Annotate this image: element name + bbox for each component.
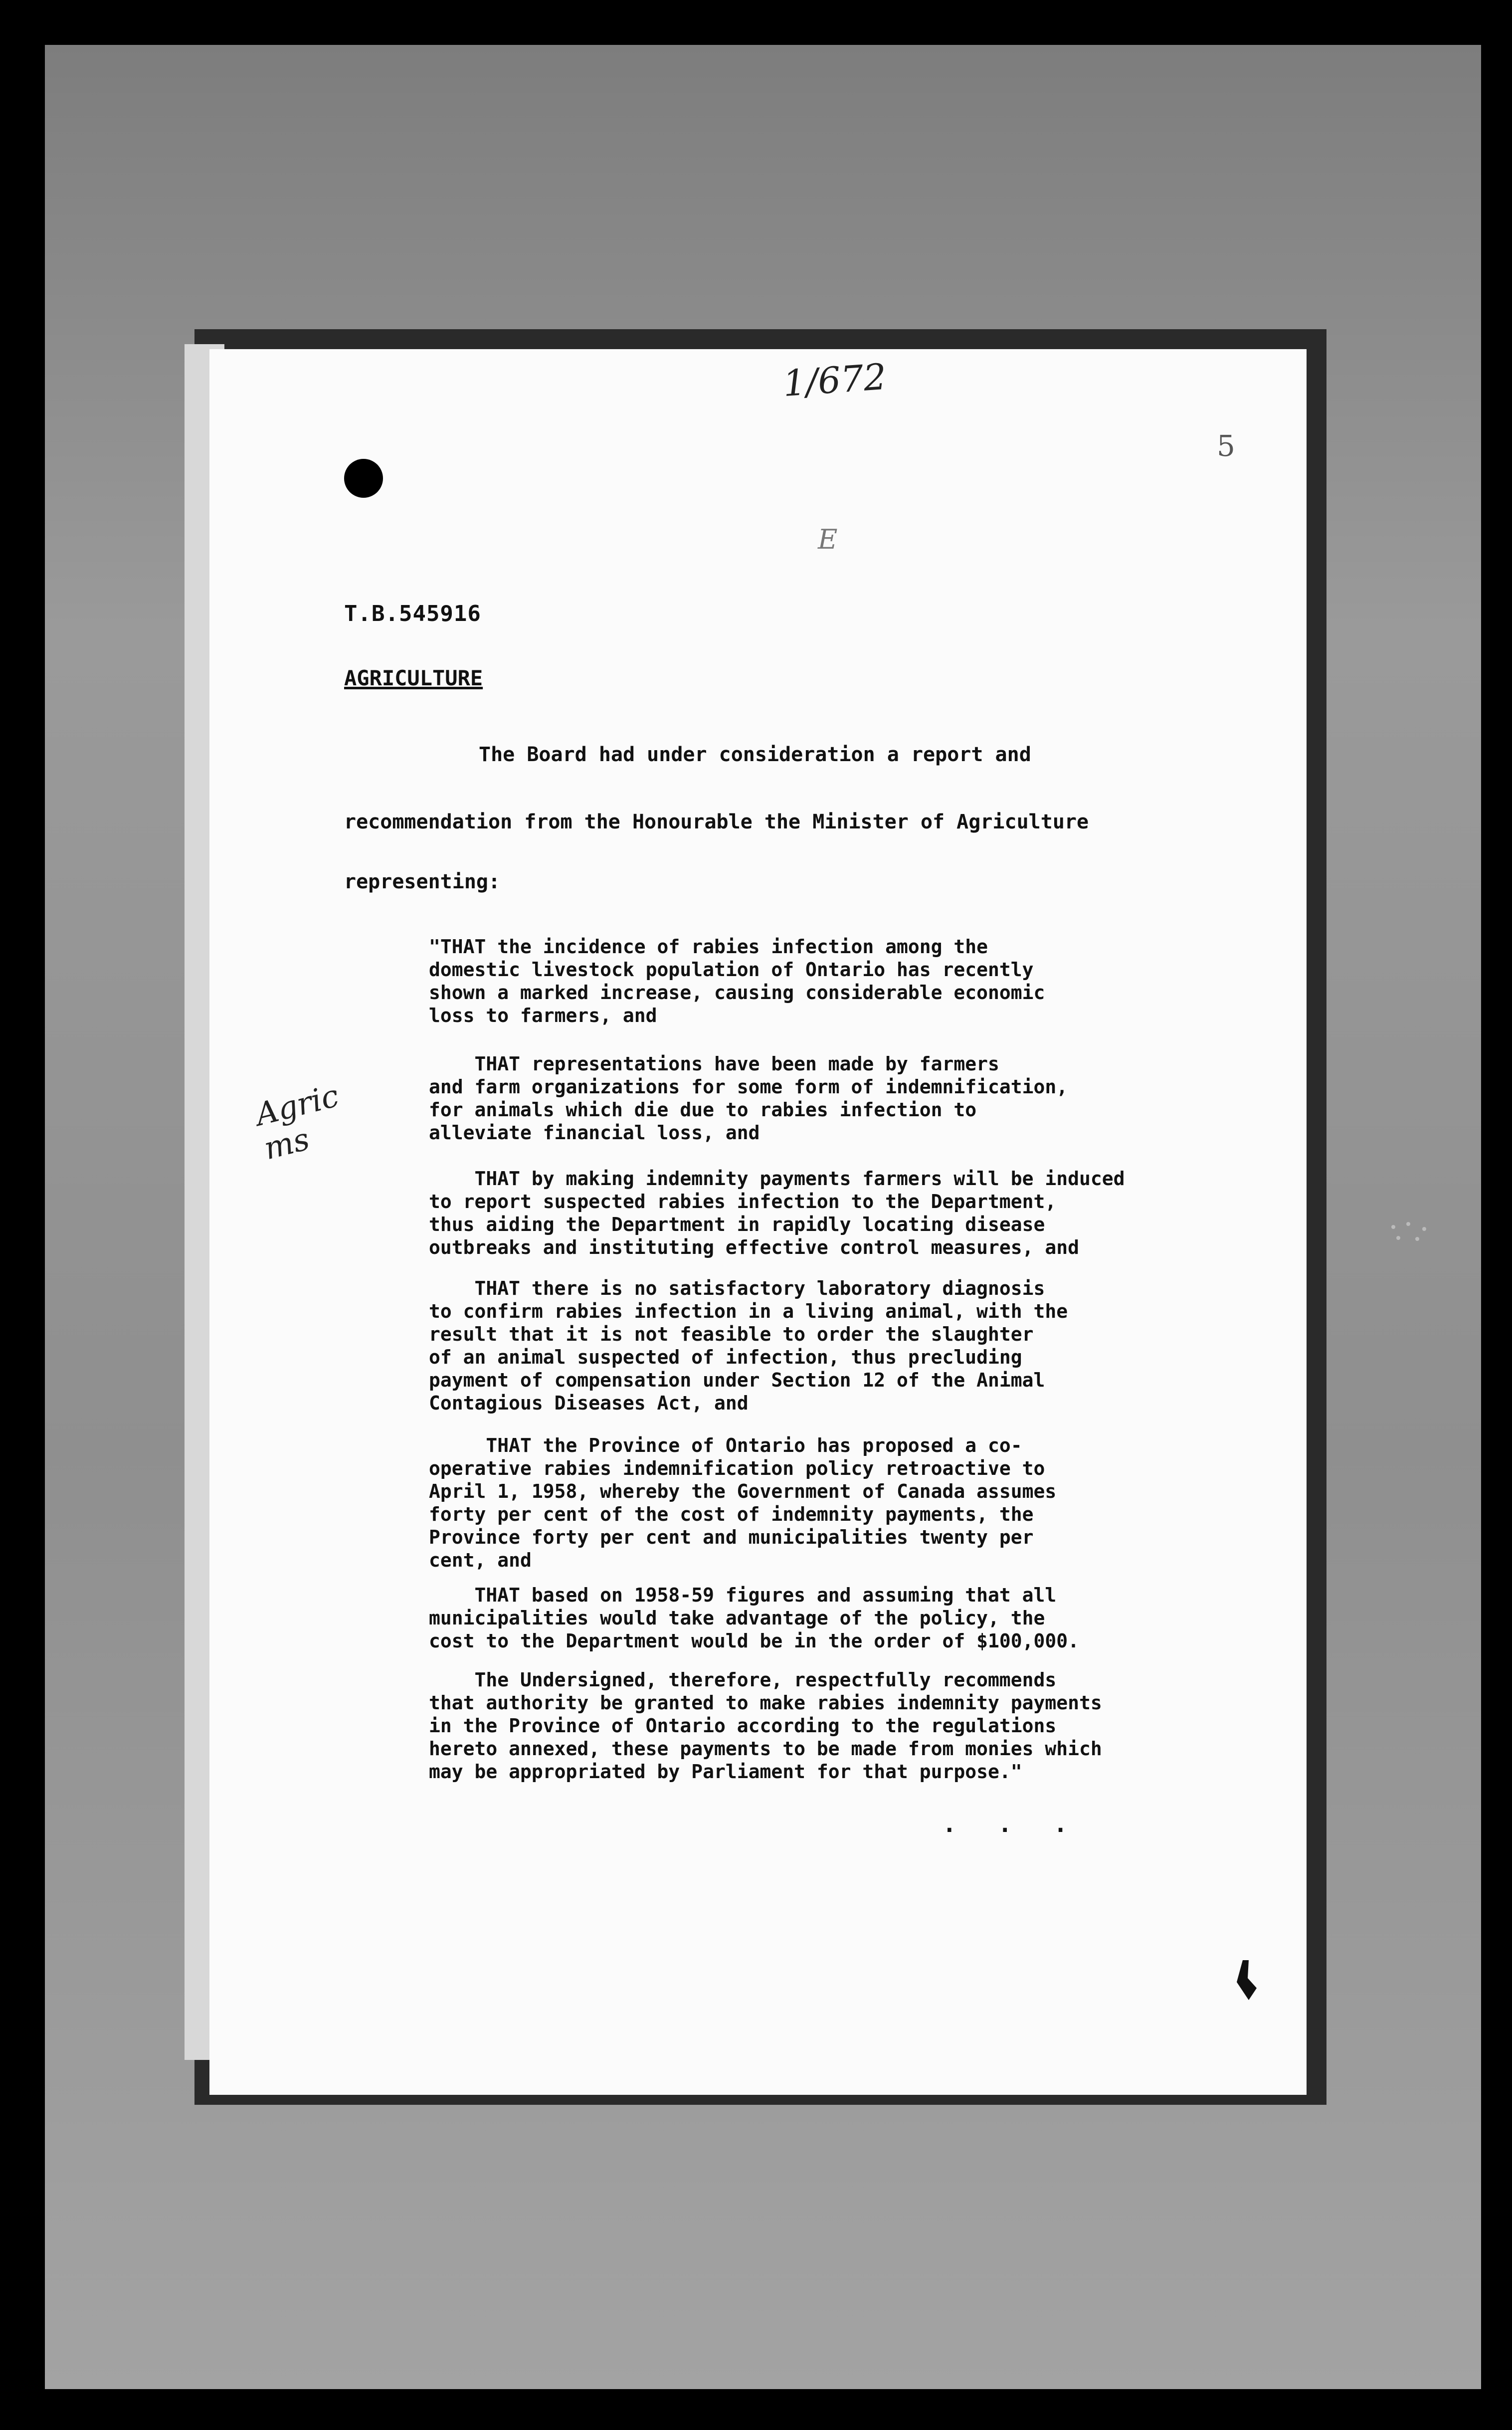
text-line: to confirm rabies infection in a living animal, with the — [429, 1300, 1068, 1322]
text-line: result that it is not feasible to order the slaughter — [429, 1323, 1034, 1345]
text-line: to report suspected rabies infection to the Department, — [429, 1191, 1057, 1213]
quoted-paragraph-3 — [429, 1167, 1125, 1259]
text-line: hereto annexed, these payments to be made from monies which — [429, 1738, 1102, 1760]
text-line: THAT by making indemnity payments farmers will be induced — [429, 1168, 1125, 1190]
text-line: THAT there is no satisfactory laboratory diagnosis — [429, 1277, 1045, 1299]
text-line: forty per cent of the cost of indemnity payments, the — [429, 1503, 1034, 1525]
text-line: payment of compensation under Section 12 of the Animal — [429, 1369, 1045, 1391]
text-line: domestic livestock population of Ontario has recently — [429, 959, 1034, 981]
text-line: "THAT the incidence of rabies infection among the — [429, 936, 988, 958]
text-line: THAT the Province of Ontario has proposed a co- — [429, 1434, 1022, 1456]
text-line: in the Province of Ontario according to the regulations — [429, 1715, 1057, 1737]
quoted-paragraph-6 — [429, 1584, 1079, 1652]
treasury-board-reference: T.B.545916 — [344, 601, 481, 626]
margin-note-line-2: ms — [260, 1120, 313, 1167]
text-line: Province forty per cent and municipalities twenty per — [429, 1526, 1034, 1548]
recommendation-paragraph — [429, 1668, 1102, 1783]
film-speckles — [1391, 1222, 1436, 1242]
text-line: operative rabies indemnification policy retroactive to — [429, 1457, 1045, 1479]
page-number: 5 — [1217, 429, 1235, 463]
intro-line-1: The Board had under consideration a report and — [479, 743, 1031, 766]
text-line: April 1, 1958, whereby the Government of Canada assumes — [429, 1480, 1057, 1502]
text-line: and farm organizations for some form of indemnification, — [429, 1076, 1068, 1098]
text-line: shown a marked increase, causing considerable economic — [429, 982, 1045, 1004]
text-line: for animals which die due to rabies infection to — [429, 1099, 977, 1121]
margin-note-line-1: Agric — [252, 1077, 343, 1133]
text-line: alleviate financial loss, and — [429, 1122, 760, 1144]
quoted-paragraph-1 — [429, 935, 1045, 1027]
quoted-paragraph-4 — [429, 1277, 1068, 1415]
text-line: municipalities would take advantage of the policy, the — [429, 1607, 1045, 1629]
quoted-paragraph-2 — [429, 1052, 1068, 1144]
text-line: of an animal suspected of infection, thus precluding — [429, 1346, 1022, 1368]
text-line: cost to the Department would be in the order of $100,000. — [429, 1630, 1080, 1652]
text-line: Contagious Diseases Act, and — [429, 1392, 749, 1414]
text-line: The Undersigned, therefore, respectfully recommends — [429, 1669, 1057, 1691]
text-line: outbreaks and instituting effective control measures, and — [429, 1236, 1080, 1258]
text-line: thus aiding the Department in rapidly locating disease — [429, 1214, 1045, 1235]
intro-line-3: representing: — [344, 870, 501, 893]
punch-hole — [344, 459, 383, 498]
quoted-paragraph-5 — [429, 1434, 1056, 1572]
small-handwritten-mark: E — [818, 524, 838, 555]
text-line: THAT based on 1958-59 figures and assuming that all — [429, 1584, 1057, 1606]
intro-line-2: recommendation from the Honourable the Minister of Agriculture — [344, 810, 1089, 833]
text-line: THAT representations have been made by farmers — [429, 1053, 999, 1075]
text-line: that authority be granted to make rabies indemnity payments — [429, 1692, 1102, 1714]
document-heading: AGRICULTURE — [344, 666, 483, 690]
text-line: may be appropriated by Parliament for that purpose." — [429, 1761, 1022, 1783]
continuation-ellipsis: . . . — [943, 1811, 1082, 1837]
text-line: loss to farmers, and — [429, 1005, 657, 1026]
text-line: cent, and — [429, 1549, 532, 1571]
folio-number: 1/672 — [781, 355, 888, 405]
